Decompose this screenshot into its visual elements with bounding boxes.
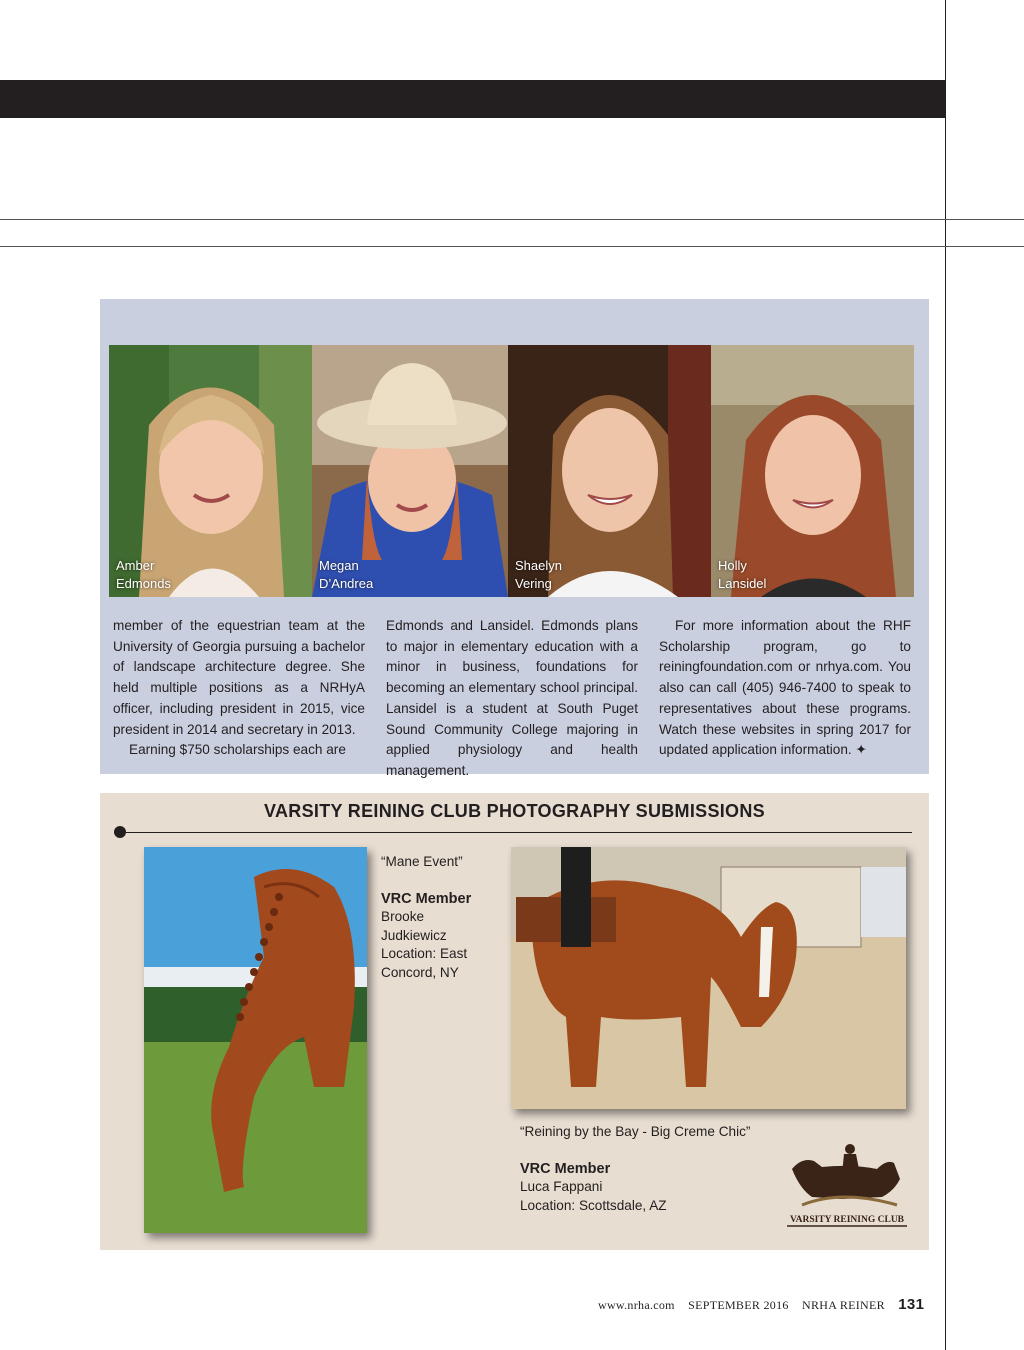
caption-first-name: Amber [116,558,155,573]
vrc-photo-section [100,793,929,1250]
article-column-3 [659,616,911,761]
caption-first-name: Shaelyn [515,558,562,573]
scholarship-section [100,299,929,778]
portrait-caption [319,557,373,593]
member-label: VRC Member [520,1160,611,1177]
footer-url: www.nrha.com [598,1298,675,1312]
logo-text: VARSITY REINING CLUB [789,1215,905,1225]
paragraph: Edmonds and Lansidel. Edmonds plans to major in elementary education with a minor in business, foundations for becoming an elementary school principal. Lansidel is a student at South Puget Sound Community College majoring in applied physiology and health management. [386,618,638,778]
section-title: VARSITY REINING CLUB PHOTOGRAPHY SUBMISSIONS [264,801,765,821]
paragraph: member of the equestrian team at the University of Georgia pursuing a bachelor of landscape architecture degree. She held multiple positions as a NRHyA officer, including president in 2015, vice president in 2014 and secretary in 2013. [113,618,365,737]
margin-rule [945,0,946,1350]
caption-last-name: Vering [515,576,552,591]
portrait-caption [116,557,171,593]
portrait-photo-megan [312,345,508,597]
section-rule [120,832,912,833]
portrait-caption [718,557,766,593]
page-number: 131 [898,1296,925,1313]
member-label: VRC Member [381,890,472,907]
member-name: Luca Fappani [520,1179,603,1194]
member-name: Judkiewicz [381,927,447,943]
footer-magazine: NRHA REINER [801,1298,885,1312]
paragraph: For more information about the RHF Scholarship program, go to reiningfoundation.com or nrhya.com. You also can call (405) 946-7400 to speak to representatives about these programs. Watch these websites in spring 2017 for updated application information. ✦ [659,618,911,758]
member-location: Location: East [381,946,468,961]
header-bar [0,80,945,118]
article-column-2 [386,616,638,782]
member-location: Location: Scottsdale, AZ [520,1197,667,1213]
footer-date: SEPTEMBER 2016 [688,1298,789,1312]
caption-last-name: Lansidel [718,576,767,591]
portrait-photo-shaelyn [508,345,711,597]
caption-first-name: Megan [319,558,359,573]
submission-info-1 [381,853,511,982]
varsity-reining-club-logo [782,1139,912,1229]
paragraph: Earning $750 scholarships each are [129,742,346,758]
divider-line [0,246,1024,247]
caption-last-name: D’Andrea [319,576,374,591]
submission-info-2 [520,1123,820,1215]
photo-title: “Mane Event” [381,854,463,869]
caption-first-name: Holly [718,558,747,573]
photo-reining-by-the-bay [511,847,906,1109]
portrait-photo-holly [711,345,914,597]
portrait-caption [515,557,562,593]
member-location: Concord, NY [381,964,459,980]
caption-last-name: Edmonds [116,576,171,591]
portrait-photo-amber [109,345,312,597]
article-column-1 [113,616,365,761]
photo-title: “Reining by the Bay - Big Creme Chic” [520,1124,751,1139]
member-name: Brooke [381,909,425,924]
page-footer [598,1296,924,1313]
divider-line [0,219,1024,220]
photo-mane-event [144,847,367,1233]
